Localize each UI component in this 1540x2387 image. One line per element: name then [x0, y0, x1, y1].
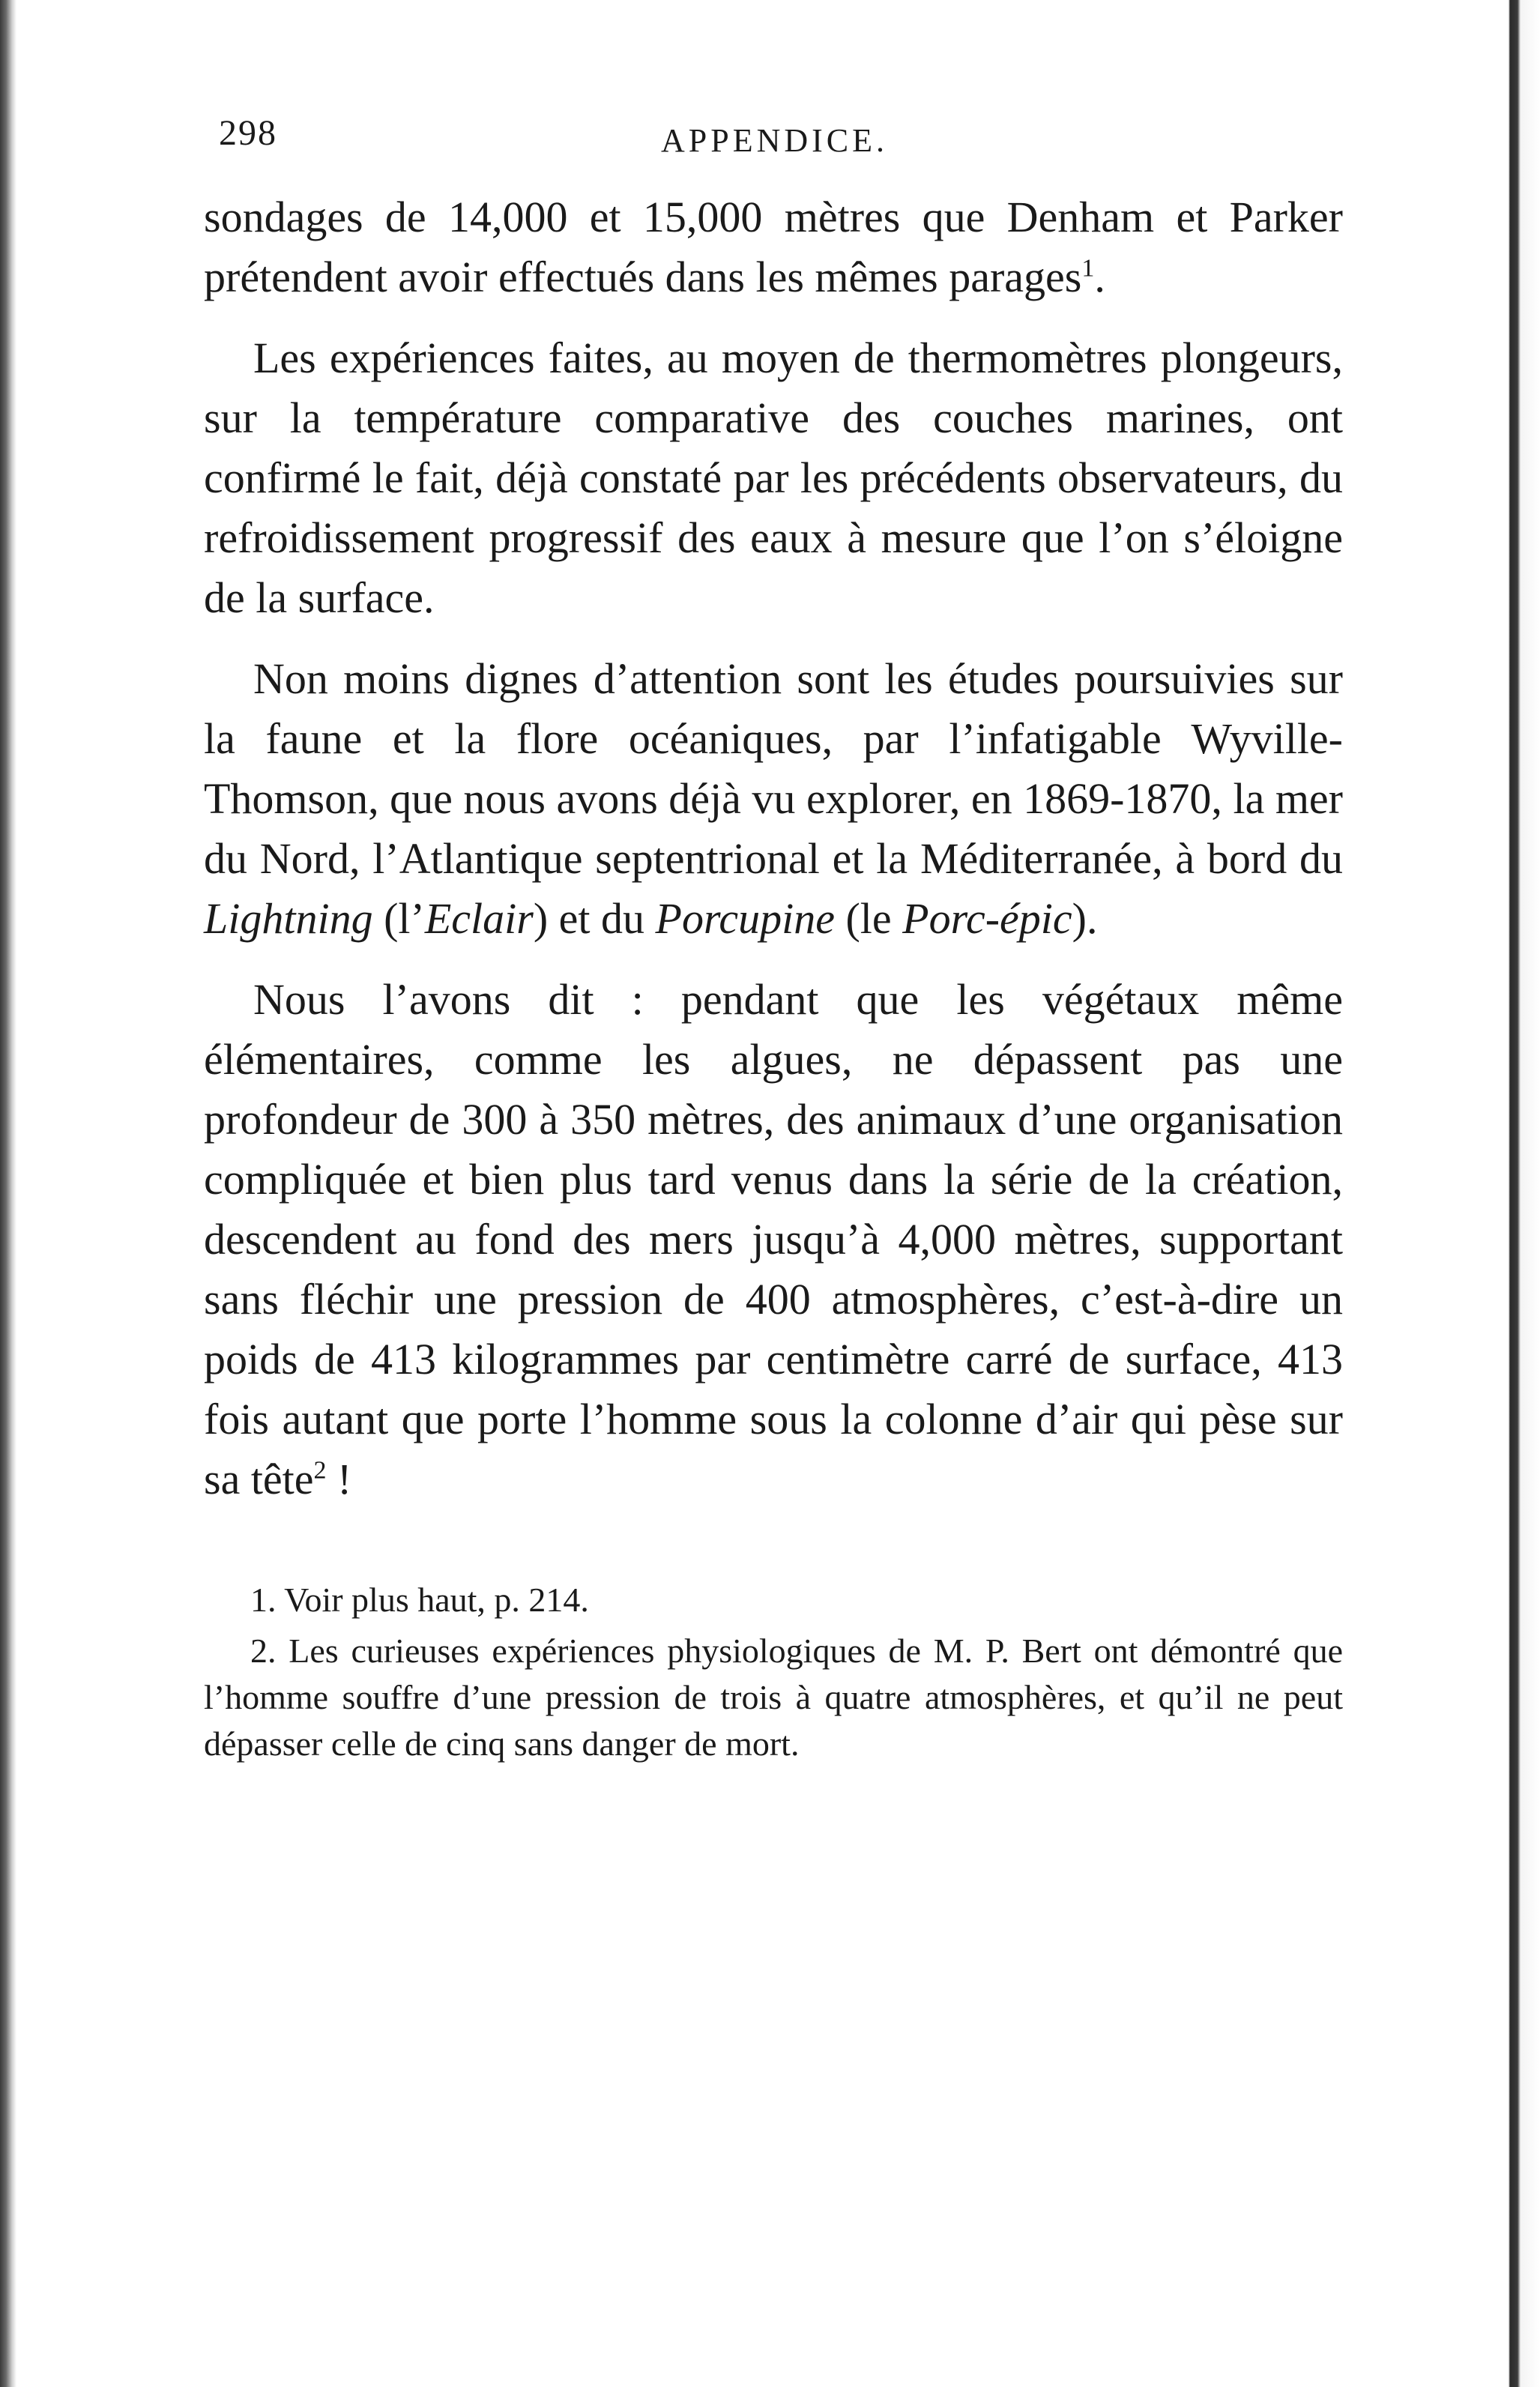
- paragraph-3-text-d: (le: [834, 894, 903, 943]
- footnotes: [204, 1577, 1343, 1767]
- paragraph-3-text-b: (l’: [372, 894, 425, 943]
- footnote-2: [204, 1628, 1343, 1767]
- footnote-ref-1: 1: [1081, 254, 1095, 283]
- page-number: 298: [219, 113, 277, 153]
- scan-left-edge: [0, 0, 16, 2387]
- paragraph-3-text-e: ).: [1072, 894, 1098, 943]
- book-page: [204, 105, 1343, 1772]
- page-header: [204, 105, 1343, 187]
- paragraph-4-text: Nous l’avons dit : pendant que les végétaux même élémentaires, comme les algues, ne dépassent pas une profondeur de 300 à 350 mètres, des animaux d’une organisation compliquée et bien plus tard venus dans la série de la création, descendent au fond des mers jusqu’à 4,000 mètres, supportant sans fléchir une pression de 400 atmosphères, c’est-à-dire un poids de 413 kilogrammes par centimètre carré de surface, 413 fois autant que porte l’homme sous la colonne d’air qui pèse sur sa tête: [204, 975, 1343, 1503]
- ship-name-eclair: Eclair: [424, 894, 534, 943]
- paragraph-3-text-c: ) et du: [533, 894, 656, 943]
- paragraph-1: [204, 187, 1343, 307]
- paragraph-2: Les expériences faites, au moyen de thermomètres plongeurs, sur la température comparative des couches marines, ont confirmé le fait, déjà constaté par les précédents observateurs, du refroidissement progressif des eaux à mesure que l’on s’éloigne de la surface.: [204, 334, 1343, 622]
- footnote-2-text: Les curieuses expériences physiologiques de M. P. Bert ont démontré que l’homme souffre d’une pression de trois à quatre atmosphères, et qu’il ne peut dépasser celle de cinq sans danger de mort.: [204, 1632, 1343, 1763]
- footnote-1-text: Voir plus haut, p. 214.: [276, 1581, 589, 1619]
- paragraph-1-end: .: [1094, 253, 1105, 301]
- scan-right-edge: [1495, 0, 1540, 2387]
- paragraph-1-text: sondages de 14,000 et 15,000 mètres que Denham et Parker prétendent avoir effectués dans les mêmes parages: [204, 193, 1343, 301]
- ship-name-lightning: Lightning: [204, 894, 373, 943]
- ship-name-porc-epic: Porc-épic: [902, 894, 1072, 943]
- body-text: [204, 187, 1343, 1509]
- paragraph-3: [204, 649, 1343, 949]
- paragraph-4: [204, 970, 1343, 1509]
- footnote-1: [204, 1577, 1343, 1623]
- footnote-1-marker: 1.: [250, 1581, 277, 1619]
- running-title: APPENDICE.: [661, 122, 889, 159]
- footnote-ref-2: 2: [313, 1456, 327, 1485]
- ship-name-porcupine: Porcupine: [655, 894, 835, 943]
- paragraph-3-text-a: Non moins dignes d’attention sont les études poursuivies sur la faune et la flore océaniques, par l’infatigable Wyville-Thomson, que nous avons déjà vu explorer, en 1869-1870, la mer du Nord, l’Atlantique septentrional et la Méditerranée, à bord du: [204, 654, 1343, 883]
- footnote-2-marker: 2.: [250, 1632, 277, 1670]
- paragraph-4-end: !: [326, 1455, 352, 1503]
